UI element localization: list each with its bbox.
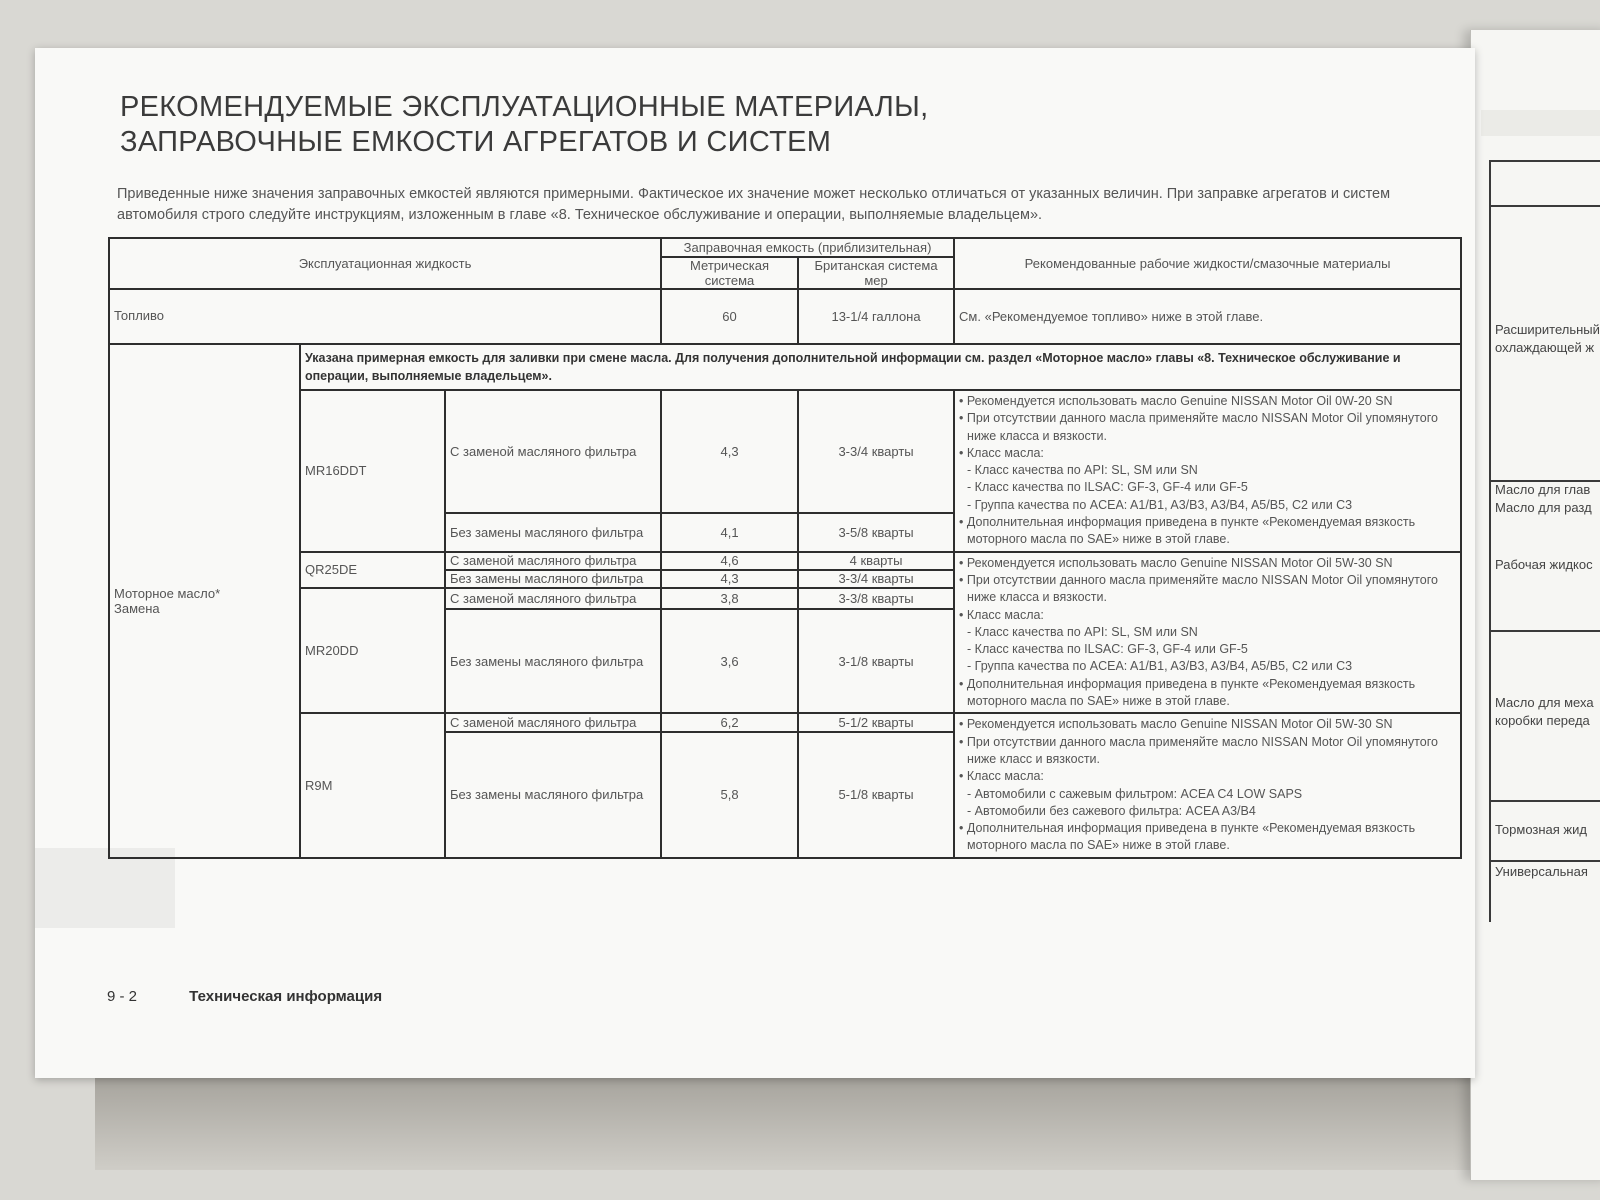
facing-page-rule xyxy=(1489,205,1600,207)
rec-line: - Автомобили без сажевого фильтра: ACEA A3/B4 xyxy=(967,803,1256,818)
capacity-imperial: 3-3/4 кварты xyxy=(798,570,954,588)
table-row-fuel xyxy=(109,289,1461,344)
capacity-metric: 4,3 xyxy=(661,570,798,588)
rec-line: моторного масла по SAE» ниже в этой главе. xyxy=(967,532,1230,547)
header-fluid: Эксплуатационная жидкость xyxy=(109,238,661,289)
rec-line: - Класс качества по ILSAC: GF-3, GF-4 или GF-5 xyxy=(967,480,1248,495)
table-row-oil-note xyxy=(109,344,1461,390)
engine-name: MR16DDT xyxy=(300,390,445,552)
capacity-metric: 4,6 xyxy=(661,552,798,570)
recommended-oil-block xyxy=(954,390,1461,552)
section-name: Техническая информация xyxy=(189,988,383,1005)
capacity-imperial: 3-1/8 кварты xyxy=(798,609,954,713)
capacity-metric: 3,8 xyxy=(661,588,798,610)
rec-line: - Автомобили с сажевым фильтром: ACEA C4 LOW SAPS xyxy=(967,786,1303,801)
fuel-imperial: 13-1/4 галлона xyxy=(798,289,954,344)
rec-line: - Класс качества по ILSAC: GF-3, GF-4 или GF-5 xyxy=(967,642,1248,657)
without-filter-label: Без замены масляного фильтра xyxy=(445,513,661,552)
rec-line: ниже класса и вязкости. xyxy=(967,428,1107,443)
page-footer xyxy=(107,988,382,1005)
facing-page-snippet: Тормозная жид xyxy=(1495,822,1587,837)
page-title-line: ЗАПРАВОЧНЫЕ ЕМКОСТИ АГРЕГАТОВ И СИСТЕМ xyxy=(120,126,832,158)
rec-line: • Класс масла: xyxy=(959,445,1044,460)
engine-name: QR25DE xyxy=(300,552,445,588)
with-filter-label: С заменой масляного фильтра xyxy=(445,552,661,570)
facing-page-title-ghost xyxy=(1481,110,1600,136)
header-recommended: Рекомендованные рабочие жидкости/смазочные материалы xyxy=(954,238,1461,289)
rec-line: • При отсутствии данного масла применяйте масло NISSAN Motor Oil упомянутого xyxy=(959,411,1438,426)
manual-page xyxy=(35,48,1475,1078)
engine-name: MR20DD xyxy=(300,588,445,714)
capacities-table xyxy=(108,237,1462,859)
facing-page-rule xyxy=(1489,860,1600,862)
without-filter-label: Без замены масляного фильтра xyxy=(445,609,661,713)
facing-page-snippet: Универсальная xyxy=(1495,864,1588,879)
fuel-recommended: См. «Рекомендуемое топливо» ниже в этой главе. xyxy=(954,289,1461,344)
capacity-imperial: 5-1/2 кварты xyxy=(798,713,954,732)
with-filter-label: С заменой масляного фильтра xyxy=(445,390,661,513)
facing-page xyxy=(1470,30,1600,1180)
oil-label-line: Замена xyxy=(114,600,160,616)
capacity-metric: 6,2 xyxy=(661,713,798,732)
page-title-line: РЕКОМЕНДУЕМЫЕ ЭКСПЛУАТАЦИОННЫЕ МАТЕРИАЛЫ, xyxy=(120,91,929,123)
facing-page-rule xyxy=(1489,630,1600,632)
rec-line: моторного масла по SAE» ниже в этой главе. xyxy=(967,838,1230,853)
rec-line: ниже класса и вязкости. xyxy=(967,590,1107,605)
oil-label-line: Моторное масло* xyxy=(114,585,221,601)
with-filter-label: С заменой масляного фильтра xyxy=(445,588,661,610)
facing-page-snippet: Расширительный xyxy=(1495,322,1600,337)
rec-line: • Рекомендуется использовать масло Genuine NISSAN Motor Oil 5W-30 SN xyxy=(959,555,1393,570)
facing-page-snippet: Рабочая жидкос xyxy=(1495,557,1593,572)
facing-page-rule xyxy=(1489,800,1600,802)
without-filter-label: Без замены масляного фильтра xyxy=(445,570,661,588)
rec-line: • Дополнительная информация приведена в пункте «Рекомендуемая вязкость xyxy=(959,515,1416,530)
rec-line: • При отсутствии данного масла применяйте масло NISSAN Motor Oil упомянутого xyxy=(959,572,1438,587)
oil-label xyxy=(109,344,300,858)
capacity-metric: 4,1 xyxy=(661,513,798,552)
fuel-label: Топливо xyxy=(109,289,661,344)
rec-line: • Дополнительная информация приведена в пункте «Рекомендуемая вязкость xyxy=(959,676,1416,691)
recommended-oil-block xyxy=(954,552,1461,714)
rec-line: • Класс масла: xyxy=(959,769,1044,784)
oil-note: Указана примерная емкость для заливки при смене масла. Для получения дополнительной информации см. раздел «Моторное масло» главы «8. Техническое обслуживание и операции, выполняемые владельцем». xyxy=(300,344,1461,390)
with-filter-label: С заменой масляного фильтра xyxy=(445,713,661,732)
rec-line: ниже класс и вязкости. xyxy=(967,751,1100,766)
capacity-metric: 4,3 xyxy=(661,390,798,513)
table-row xyxy=(109,390,1461,513)
header-capacity: Заправочная емкость (приблизительная) xyxy=(661,238,954,257)
rec-line: - Класс качества по API: SL, SM или SN xyxy=(967,624,1198,639)
capacity-imperial: 3-5/8 кварты xyxy=(798,513,954,552)
fuel-metric: 60 xyxy=(661,289,798,344)
rec-line: • При отсутствии данного масла применяйте масло NISSAN Motor Oil упомянутого xyxy=(959,734,1438,749)
capacity-metric: 3,6 xyxy=(661,609,798,713)
page-margin-shade xyxy=(35,848,175,928)
capacity-imperial: 4 кварты xyxy=(798,552,954,570)
page-title xyxy=(120,90,928,160)
facing-page-snippet: Масло для глав xyxy=(1495,482,1591,497)
rec-line: - Класс качества по API: SL, SM или SN xyxy=(967,463,1198,478)
recommended-oil-block xyxy=(954,713,1461,857)
without-filter-label: Без замены масляного фильтра xyxy=(445,732,661,858)
rec-line: - Группа качества по ACEA: A1/B1, A3/B3, A3/B4, A5/B5, C2 или C3 xyxy=(967,497,1353,512)
header-imperial: Британская система мер xyxy=(798,257,954,289)
capacity-imperial: 3-3/4 кварты xyxy=(798,390,954,513)
rec-line: • Дополнительная информация приведена в пункте «Рекомендуемая вязкость xyxy=(959,821,1416,836)
facing-page-snippet: Масло для меха xyxy=(1495,695,1594,710)
engine-name: R9M xyxy=(300,713,445,857)
capacity-imperial: 3-3/8 кварты xyxy=(798,588,954,610)
intro-paragraph: Приведенные ниже значения заправочных емкостей являются примерными. Фактическое их значение может несколько отличаться от указанных величин. При заправке агрегатов и систем автомобиля строго следуйте инструкциям, изложенным в главе «8. Техническое обслуживание и операции, выполняемые владельцем». xyxy=(117,186,1391,223)
page-number: 9 - 2 xyxy=(107,988,138,1005)
facing-page-snippet: Масло для разд xyxy=(1495,500,1592,515)
rec-line: • Рекомендуется использовать масло Genuine NISSAN Motor Oil 0W-20 SN xyxy=(959,394,1393,408)
capacity-metric: 5,8 xyxy=(661,732,798,858)
facing-page-snippet: охлаждающей ж xyxy=(1495,340,1595,355)
table-row xyxy=(109,713,1461,732)
rec-line: - Группа качества по ACEA: A1/B1, A3/B3, A3/B4, A5/B5, C2 или C3 xyxy=(967,659,1353,674)
table-row xyxy=(109,552,1461,570)
header-metric: Метрическая система xyxy=(661,257,798,289)
rec-line: • Класс масла: xyxy=(959,607,1044,622)
table-header-row xyxy=(109,238,1461,257)
capacity-imperial: 5-1/8 кварты xyxy=(798,732,954,858)
rec-line: моторного масла по SAE» ниже в этой главе. xyxy=(967,694,1230,709)
facing-page-table-frame xyxy=(1489,160,1600,922)
rec-line: • Рекомендуется использовать масло Genuine NISSAN Motor Oil 5W-30 SN xyxy=(959,717,1393,732)
facing-page-snippet: коробки переда xyxy=(1495,713,1590,728)
